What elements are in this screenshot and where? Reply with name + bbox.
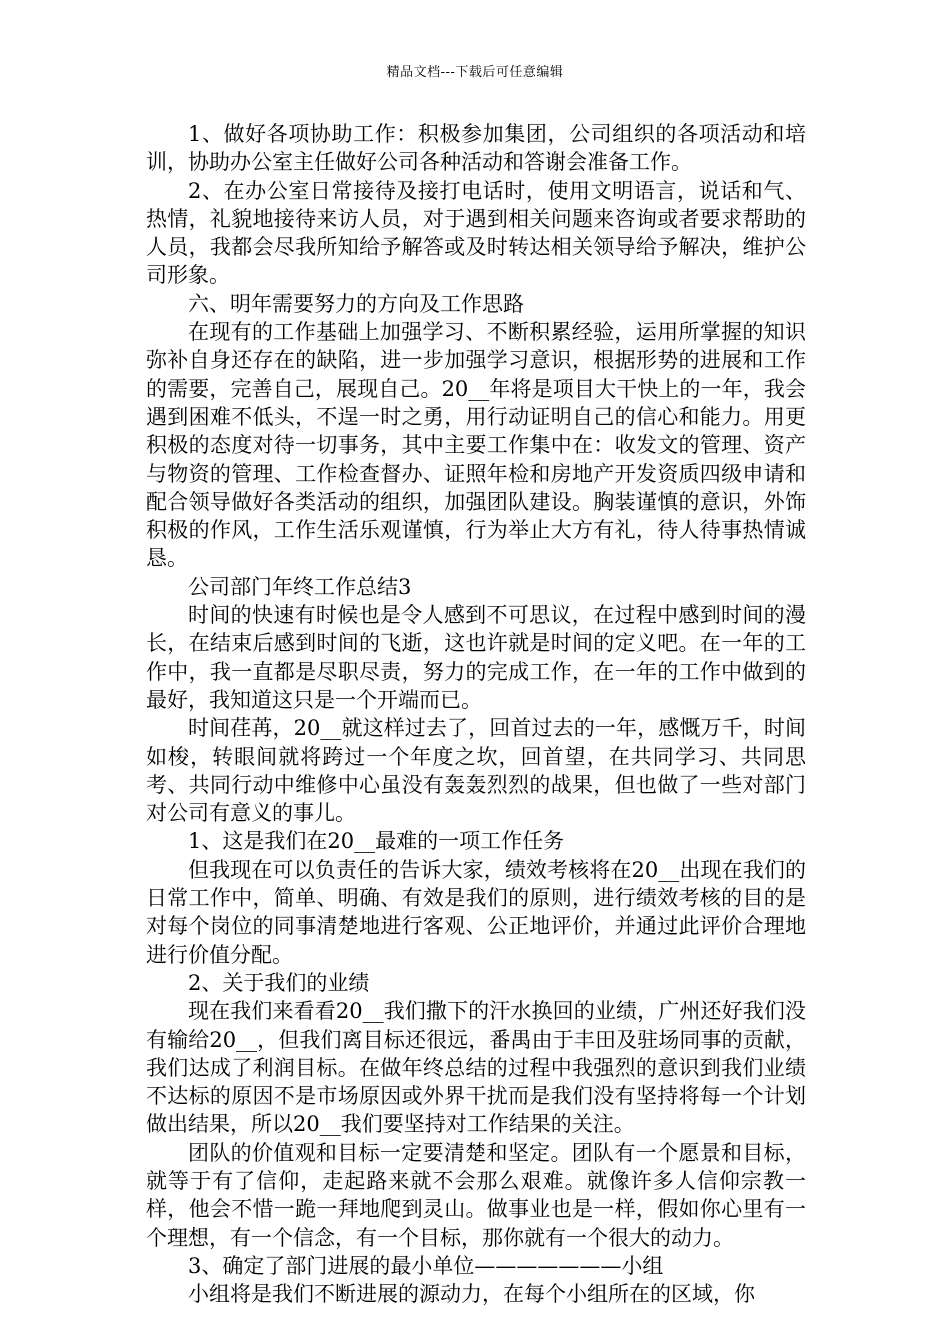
paragraph: 小组将是我们不断进展的源动力，在每个小组所在的区域，你	[188, 1282, 755, 1307]
section-heading: 六、明年需要努力的方向及工作思路	[188, 291, 524, 316]
page-header: 精品文档---下载后可任意编辑	[386, 65, 564, 80]
paragraph: 但我现在可以负责任的告诉大家，绩效考核将在20__出现在我们的日常工作中，简单、明确、有效是我们的原则，进行绩效考核的目的是对每个岗位的同事清楚地进行客观、公正地评价，并通过此评价合理地进行价值分配。	[146, 857, 806, 967]
paragraph: 时间荏苒，20__就这样过去了，回首过去的一年，感慨万千，时间如梭，转眼间就将跨过一个年度之坎，回首望，在共同学习、共同思考、共同行动中维修中心虽没有轰轰烈烈的战果，但也做了一些对部门对公司有意义的事儿。	[146, 716, 806, 826]
section-title: 公司部门年终工作总结3	[188, 574, 412, 599]
paragraph: 团队的价值观和目标一定要清楚和坚定。团队有一个愿景和目标，就等于有了信仰，走起路来就不会那么艰难。就像许多人信仰宗教一样，他会不惜一跪一拜地爬到灵山。做事业也是一样，假如你心里有一个理想，有一个信念，有一个目标，那你就有一个很大的动力。	[146, 1140, 806, 1250]
section-heading: 3、确定了部门进展的最小单位———————小组	[188, 1253, 664, 1278]
section-heading: 1、这是我们在20__最难的一项工作任务	[188, 829, 565, 854]
paragraph: 在现有的工作基础上加强学习、不断积累经验，运用所掌握的知识弥补自身还存在的缺陷，进一步加强学习意识，根据形势的进展和工作的需要，完善自己，展现自己。20__年将是项目大干快上的一年，我会遇到困难不低头，不逞一时之勇，用行动证明自己的信心和能力。用更积极的态度对待一切事务，其中主要工作集中在：收发文的管理、资产与物资的管理、工作检查督办、证照年检和房地产开发资质四级申请和配合领导做好各类活动的组织，加强团队建设。胸装谨慎的意识，外饰积极的作风，工作生活乐观谨慎，行为举止大方有礼，待人待事热情诚恳。	[146, 320, 806, 571]
paragraph: 时间的快速有时候也是令人感到不可思议，在过程中感到时间的漫长，在结束后感到时间的飞逝，这也许就是时间的定义吧。在一年的工作中，我一直都是尽职尽责，努力的完成工作，在一年的工作中做到的最好，我知道这只是一个开端而已。	[146, 603, 806, 712]
section-heading: 2、关于我们的业绩	[188, 970, 370, 995]
paragraph: 2、在办公室日常接待及接打电话时，使用文明语言，说话和气、热情，礼貌地接待来访人员，对于遇到相关问题来咨询或者要求帮助的人员，我都会尽我所知给予解答或及时转达相关领导给予解决，维护公司形象。	[146, 178, 806, 288]
paragraph: 1、做好各项协助工作：积极参加集团，公司组织的各项活动和培训，协助办公室主任做好公司各种活动和答谢会准备工作。	[146, 122, 806, 175]
document-body	[146, 120, 806, 1308]
paragraph: 现在我们来看看20__我们撒下的汗水换回的业绩，广州还好我们没有输给20__，但我们离目标还很远，番禺由于丰田及驻场同事的贡献，我们达成了利润目标。在做年终总结的过程中我强烈的意识到我们业绩不达标的原因不是市场原因或外界干扰而是我们没有坚持将每一个计划做出结果，所以20__我们要坚持对工作结果的关注。	[146, 999, 806, 1137]
